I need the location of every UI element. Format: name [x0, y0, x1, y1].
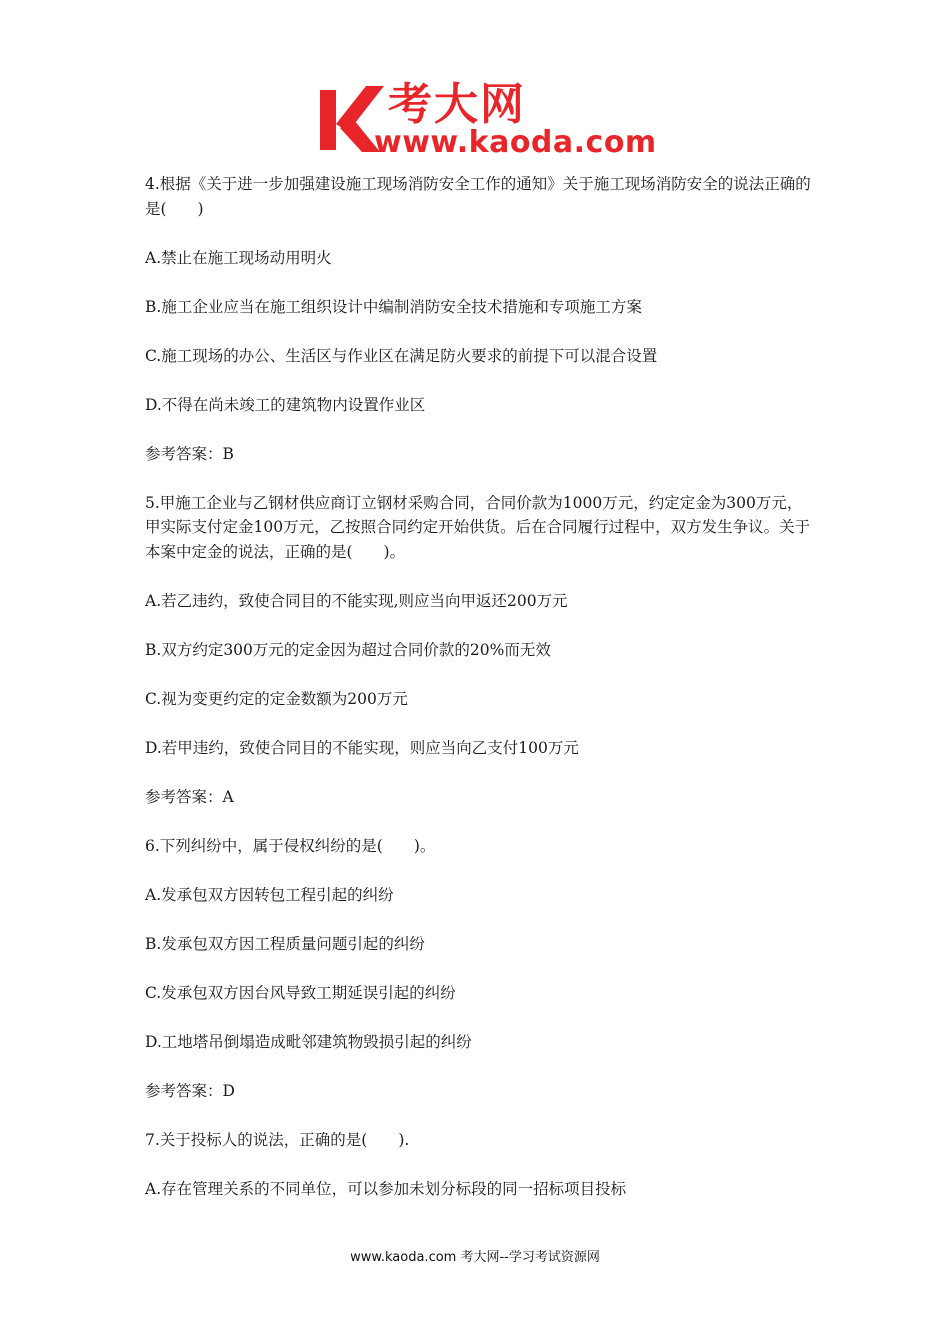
- question-6-option-d: D.工地塔吊倒塌造成毗邻建筑物毁损引起的纠纷: [145, 1032, 472, 1051]
- question-7-option-a: A.存在管理关系的不同单位，可以参加未划分标段的同一招标项目投标: [145, 1179, 627, 1198]
- question-5-option-d: D.若甲违约，致使合同目的不能实现，则应当向乙支付100万元: [145, 738, 579, 757]
- logo-chinese-text: 考大网: [388, 79, 526, 130]
- question-5: 5.甲施工企业与乙钢材供应商订立钢材采购合同，合同价款为1000万元，约定定金为300万元，甲实际支付定金100万元，乙按照合同约定开始供货。后在合同履行过程中，双方发生争议。关于本案中定金的说法，正确的是( )。: [145, 493, 811, 561]
- question-7: 7.关于投标人的说法，正确的是( ).: [145, 1130, 410, 1149]
- site-logo: [318, 79, 657, 160]
- question-content: [145, 172, 815, 1226]
- question-4-option-d: D.不得在尚未竣工的建筑物内设置作业区: [145, 395, 426, 414]
- question-5-option-b: B.双方约定300万元的定金因为超过合同价款的20%而无效: [145, 640, 551, 659]
- question-6-option-c: C.发承包双方因台风导致工期延误引起的纠纷: [145, 983, 456, 1002]
- logo-url-text: www.kaoda.com: [374, 125, 657, 160]
- question-4-option-a: A.禁止在施工现场动用明火: [145, 248, 332, 267]
- question-6-option-b: B.发承包双方因工程质量问题引起的纠纷: [145, 934, 425, 953]
- question-6-answer: 参考答案：D: [145, 1081, 235, 1100]
- question-5-option-a: A.若乙违约，致使合同目的不能实现,则应当向甲返还200万元: [145, 591, 568, 610]
- question-6-option-a: A.发承包双方因转包工程引起的纠纷: [145, 885, 394, 904]
- question-4-answer: 参考答案：B: [145, 444, 234, 463]
- question-5-option-c: C.视为变更约定的定金数额为200万元: [145, 689, 408, 708]
- question-4-option-b: B.施工企业应当在施工组织设计中编制消防安全技术措施和专项施工方案: [145, 297, 642, 316]
- page-footer: www.kaoda.com 考大网--学习考试资源网: [350, 1250, 600, 1265]
- question-5-answer: 参考答案：A: [145, 787, 234, 806]
- question-4-option-c: C.施工现场的办公、生活区与作业区在满足防火要求的前提下可以混合设置: [145, 346, 658, 365]
- question-4: 4.根据《关于进一步加强建设施工现场消防安全工作的通知》关于施工现场消防安全的说法正确的是( ): [145, 175, 811, 218]
- question-6: 6.下列纠纷中，属于侵权纠纷的是( )。: [145, 836, 436, 855]
